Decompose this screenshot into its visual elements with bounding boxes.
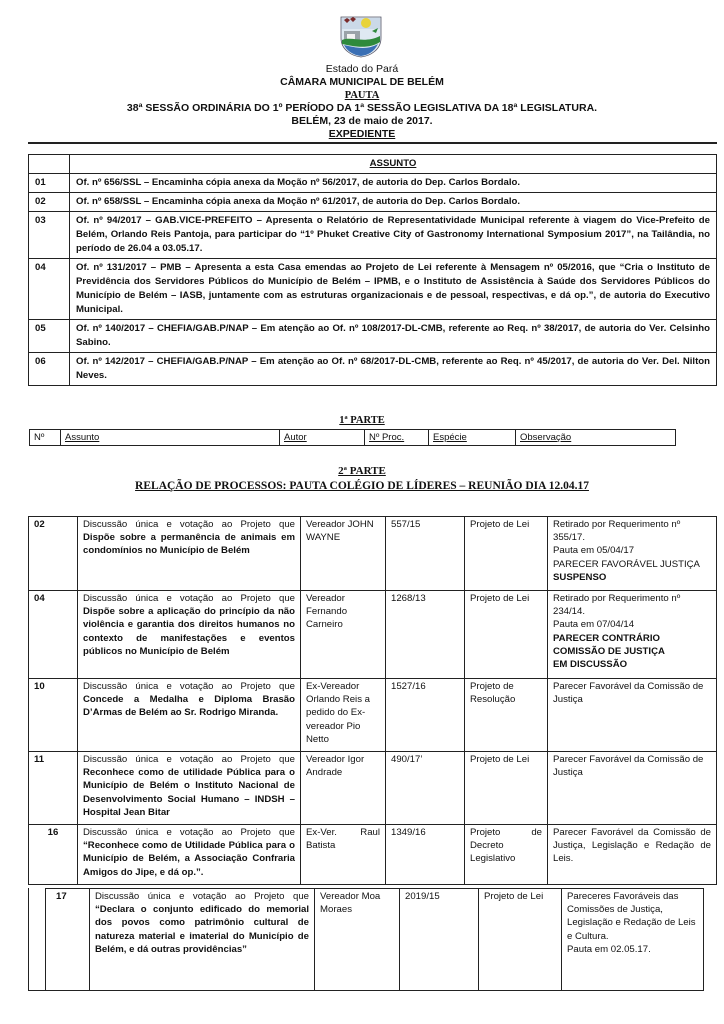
process-assunto-intro: Discussão única e votação ao Projeto que <box>83 827 295 838</box>
expediente-row-num: 01 <box>29 174 70 193</box>
process-num: 17 <box>46 889 90 991</box>
process-assunto-intro: Discussão única e votação ao Projeto que <box>83 519 295 530</box>
process-row <box>29 679 717 752</box>
expediente-row <box>29 212 717 259</box>
expediente-row-num: 04 <box>29 259 70 320</box>
session-title: 38ª SESSÃO ORDINÁRIA DO 1º PERÍODO DA 1ª SESSÃO LEGISLATIVA DA 18ª LEGISLATURA. <box>126 102 598 114</box>
process-proc-number: 1527/16 <box>386 679 465 752</box>
obs-line: Pauta em 05/04/17 <box>553 545 635 557</box>
process-observacao <box>548 679 717 752</box>
process-assunto-subject: Concede a Medalha e Diploma Brasão D’Armas de Belém ao Sr. Rodrigo Miranda. <box>83 694 295 719</box>
state-name: Estado do Pará <box>325 63 399 75</box>
process-autor: Ex-Ver. Raul Batista <box>301 825 386 885</box>
process-num: 10 <box>29 679 78 752</box>
expediente-row-text: Of. nº 656/SSL – Encaminha cópia anexa da Moção nº 56/2017, de autoria do Dep. Carlos Bordalo. <box>70 174 717 193</box>
obs-line: Retirado por Requerimento nº 234/14. <box>553 593 681 618</box>
process-assunto-intro: Discussão única e votação ao Projeto que <box>83 681 295 692</box>
process-observacao <box>548 752 717 825</box>
process-assunto <box>90 889 315 991</box>
process-autor: Vereador JOHN WAYNE <box>301 517 386 591</box>
process-observacao <box>548 825 717 885</box>
expediente-row <box>29 353 717 386</box>
process-proc-number: 557/15 <box>386 517 465 591</box>
parte2-table-continued <box>45 888 704 991</box>
process-observacao <box>548 517 717 591</box>
expediente-title: EXPEDIENTE <box>328 128 396 140</box>
process-assunto-intro: Discussão única e votação ao Projeto que <box>95 891 309 902</box>
process-assunto <box>78 752 301 825</box>
parte2-title: 2ª PARTE <box>338 465 386 477</box>
parte1-col-proc: Nº Proc. <box>365 430 429 446</box>
process-assunto-subject: Reconhece como de utilidade Pública para o Município de Belém o Instituto Nacional de Desenvolvimento Social Humano – INDSH – Hospital Jean Bitar <box>83 767 295 818</box>
parte1-col-observacao: Observação <box>516 430 676 446</box>
expediente-row-num: 06 <box>29 353 70 386</box>
expediente-row-num: 05 <box>29 320 70 353</box>
process-especie: Projeto de Decreto Legislativo <box>465 825 548 885</box>
process-autor: Vereador Igor Andrade <box>301 752 386 825</box>
table-offset-edge <box>28 888 45 991</box>
pauta-title: PAUTA <box>344 90 380 101</box>
process-especie: Projeto de Lei <box>479 889 562 991</box>
process-autor: Vereador Moa Moraes <box>315 889 400 991</box>
parte1-col-num: Nº <box>30 430 61 446</box>
parte1-col-especie: Espécie <box>429 430 516 446</box>
process-observacao <box>548 591 717 679</box>
process-autor: Ex-Vereador Orlando Reis a pedido do Ex-vereador Pio Netto <box>301 679 386 752</box>
obs-line: PARECER FAVORÁVEL JUSTIÇA <box>553 558 700 570</box>
expediente-row-text: Of. nº 94/2017 – GAB.VICE-PREFEITO – Apresenta o Relatório de Representatividade Municipal referente à viagem do Vice-Prefeito de Belém, Orlando Reis Pantoja, para participar do “1º Phuket Creative City of Gastronomy International Symposium 2017”, na Tailândia, no período de 26.04 a 03.05.17. <box>70 212 717 259</box>
process-assunto-subject: Dispõe sobre a aplicação do princípio da não violência e garantia dos direitos humanos no contexto de manifestações e eventos públicos no Município de Belém <box>83 606 295 657</box>
expediente-table <box>28 154 717 386</box>
expediente-row-num: 02 <box>29 193 70 212</box>
obs-line: Parecer Favorável da Comissão de Justiça <box>553 681 704 706</box>
chamber-name: CÂMARA MUNICIPAL DE BELÉM <box>280 76 444 88</box>
obs-status: SUSPENSO <box>553 571 607 583</box>
obs-line: Pauta em 07/04/14 <box>553 619 635 631</box>
expediente-row <box>29 193 717 212</box>
process-proc-number: 490/17’ <box>386 752 465 825</box>
parte2-subtitle: RELAÇÃO DE PROCESSOS: PAUTA COLÉGIO DE LÍDERES – REUNIÃO DIA 12.04.17 <box>135 480 589 492</box>
process-assunto-intro: Discussão única e votação ao Projeto que <box>83 754 295 765</box>
process-row <box>29 591 717 679</box>
process-num: 04 <box>29 591 78 679</box>
process-assunto-subject: Dispõe sobre a permanência de animais em condomínios no Município de Belém <box>83 532 295 557</box>
process-observacao <box>562 889 704 991</box>
obs-line: Retirado por Requerimento nº 355/17. <box>553 519 681 544</box>
expediente-row-text: Of. nº 658/SSL – Encaminha cópia anexa da Moção nº 61/2017, de autoria do Dep. Carlos Bordalo. <box>70 193 717 212</box>
obs-line: Pauta em 02.05.17. <box>567 943 651 955</box>
parte1-table <box>29 429 676 446</box>
process-row <box>29 752 717 825</box>
process-especie: Projeto de Lei <box>465 517 548 591</box>
parte1-col-assunto: Assunto <box>61 430 280 446</box>
process-assunto-subject: “Declara o conjunto edificado do memorial dos povos como patrimônio cultural de natureza material e imaterial do Município de Belém, e dá outras providências” <box>95 904 309 955</box>
process-proc-number: 2019/15 <box>400 889 479 991</box>
parte1-col-autor: Autor <box>280 430 365 446</box>
expediente-row-num: 03 <box>29 212 70 259</box>
process-row <box>46 889 704 991</box>
expediente-row-text: Of. nº 140/2017 – CHEFIA/GAB.P/NAP – Em atenção ao Of. nº 108/2017-DL-CMB, referente ao Req. nº 38/2017, de autoria do Ver. Celsinho Sabino. <box>70 320 717 353</box>
obs-status: PARECER CONTRÁRIO <box>553 632 660 644</box>
session-date: BELÉM, 23 de maio de 2017. <box>291 115 433 127</box>
expediente-row <box>29 174 717 193</box>
process-assunto <box>78 825 301 885</box>
obs-status: EM DISCUSSÃO <box>553 659 628 671</box>
obs-line: Parecer Favorável da Comissão de Justiça, Legislação e Redação de Leis. <box>553 827 711 865</box>
parte2-table <box>28 516 717 885</box>
expediente-row-text: Of. nº 131/2017 – PMB – Apresenta a esta Casa emendas ao Projeto de Lei referente à Mensagem nº 05/2016, que “Cria o Instituto de Previdência dos Servidores Públicos do Município de Belém – IPMB, e o Instituto de Assistência à Saúde dos Servidores Públicos do Município de Belém – IASB, juntamente com as estruturas organizacionais e de pessoal, respectivas, e dá op.”, de autoria do Executivo Municipal. <box>70 259 717 320</box>
process-num: 02 <box>29 517 78 591</box>
expediente-row <box>29 259 717 320</box>
expediente-header-assunto: ASSUNTO <box>70 155 717 174</box>
expediente-row <box>29 320 717 353</box>
process-assunto-subject: “Reconhece como de Utilidade Pública para o Município de Belém, a Associação Confraria Amigos do Jipe, e dá op.”. <box>83 840 295 878</box>
process-proc-number: 1349/16 <box>386 825 465 885</box>
process-especie: Projeto de Lei <box>465 591 548 679</box>
coat-of-arms-logo <box>338 14 384 58</box>
expediente-header-row <box>29 155 717 174</box>
process-especie: Projeto de Lei <box>465 752 548 825</box>
obs-line: Pareceres Favoráveis das Comissões de Justiça, Legislação e Redação de Leis e Cultura. <box>567 891 696 942</box>
process-proc-number: 1268/13 <box>386 591 465 679</box>
parte1-header-row <box>30 430 676 446</box>
process-row <box>29 517 717 591</box>
process-assunto <box>78 591 301 679</box>
expediente-top-rule <box>28 142 717 144</box>
process-autor: Vereador Fernando Carneiro <box>301 591 386 679</box>
process-assunto <box>78 517 301 591</box>
parte1-title: 1ª PARTE <box>339 415 385 426</box>
expediente-row-text: Of. nº 142/2017 – CHEFIA/GAB.P/NAP – Em atenção ao Of. nº 68/2017-DL-CMB, referente ao Req. nº 45/2017, de autoria do Ver. Del. Nilton Neves. <box>70 353 717 386</box>
expediente-header-num <box>29 155 70 174</box>
process-row <box>29 825 717 885</box>
process-assunto-intro: Discussão única e votação ao Projeto que <box>83 593 295 604</box>
process-assunto <box>78 679 301 752</box>
obs-status: COMISSÃO DE JUSTIÇA <box>553 645 665 657</box>
process-especie: Projeto de Resolução <box>465 679 548 752</box>
obs-line: Parecer Favorável da Comissão de Justiça <box>553 754 704 779</box>
process-num: 16 <box>29 825 78 885</box>
process-num: 11 <box>29 752 78 825</box>
